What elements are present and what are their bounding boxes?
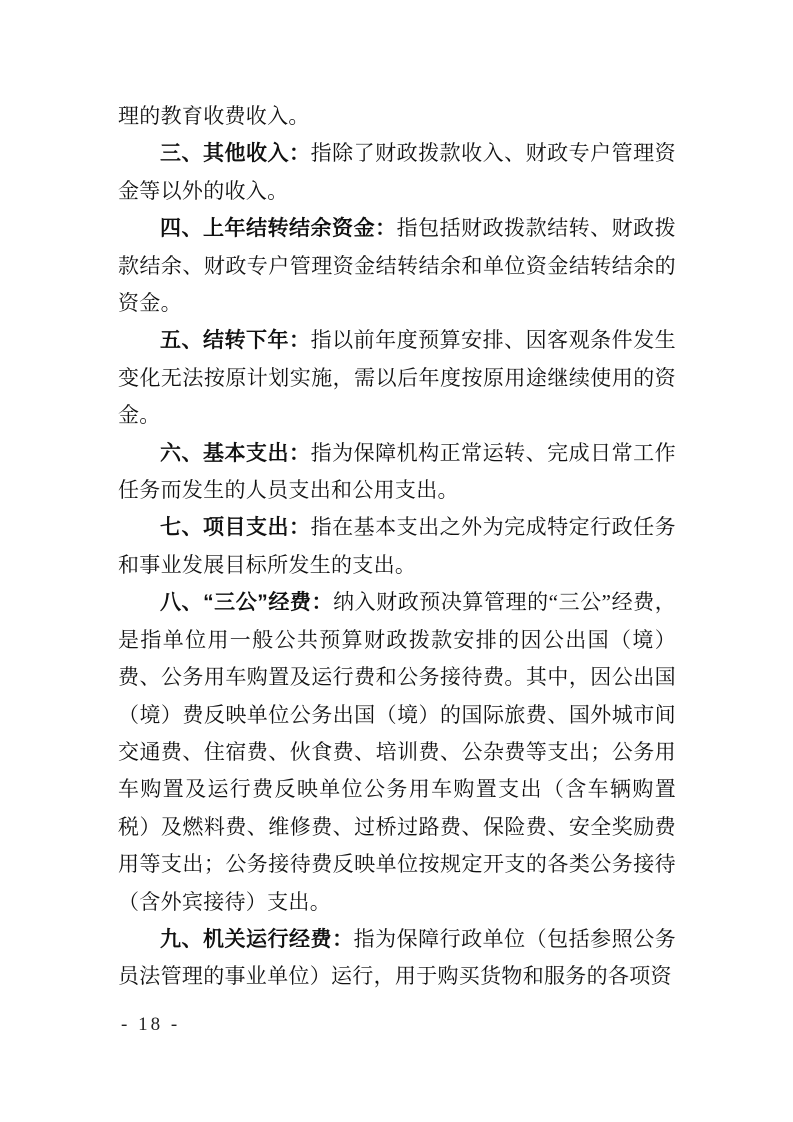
paragraph-text: 指在基本支出之外为完成特定行政任务和事业发展目标所发生的支出。 [118,515,676,577]
term-heading: 三、其他收入： [160,142,311,166]
paragraph-text: 指包括财政拨款结转、财政拨款结余、财政专户管理资金结转结余和单位资金结转结余的资金。 [118,216,676,316]
paragraph [118,435,676,510]
document-body [118,98,676,996]
paragraph [118,135,676,210]
term-heading: 五、结转下年： [160,329,311,353]
paragraph [118,322,676,434]
term-heading: 六、基本支出： [160,441,311,465]
paragraph-text: 指为保障行政单位（包括参照公务员法管理的事业单位）运行，用于购买货物和服务的各项资 [118,926,676,989]
page-number: - 18 - [121,1014,181,1035]
paragraph [118,98,676,135]
paragraph-text: 理的教育收费收入。 [118,104,310,128]
term-heading: 八、“三公”经费： [160,591,334,615]
paragraph-text: 指除了财政拨款收入、财政专户管理资金等以外的收入。 [118,141,676,203]
paragraph-text: 指以前年度预算安排、因客观条件发生变化无法按原计划实施，需以后年度按原用途继续使用的资金。 [118,328,676,428]
paragraph [118,210,676,322]
paragraph-text: 纳入财政预决算管理的“三公”经费，是指单位用一般公共预算财政拨款安排的因公出国（境）费、公务用车购置及运行费和公务接待费。其中，因公出国（境）费反映单位公务出国（境）的国际旅费、国外城市间交通费、住宿费、伙食费、培训费、公杂费等支出；公务用车购置及运行费反映单位公务用车购置支出（含车辆购置税）及燃料费、维修费、过桥过路费、保险费、安全奖励费用等支出；公务接待费反映单位按规定开支的各类公务接待（含外宾接待）支出。 [118,590,676,914]
term-heading: 四、上年结转结余资金： [160,217,397,241]
paragraph [118,584,676,921]
paragraph-text: 指为保障机构正常运转、完成日常工作任务而发生的人员支出和公用支出。 [118,440,676,503]
term-heading: 九、机关运行经费： [160,927,354,951]
paragraph [118,921,676,996]
paragraph [118,509,676,584]
term-heading: 七、项目支出： [160,516,311,540]
